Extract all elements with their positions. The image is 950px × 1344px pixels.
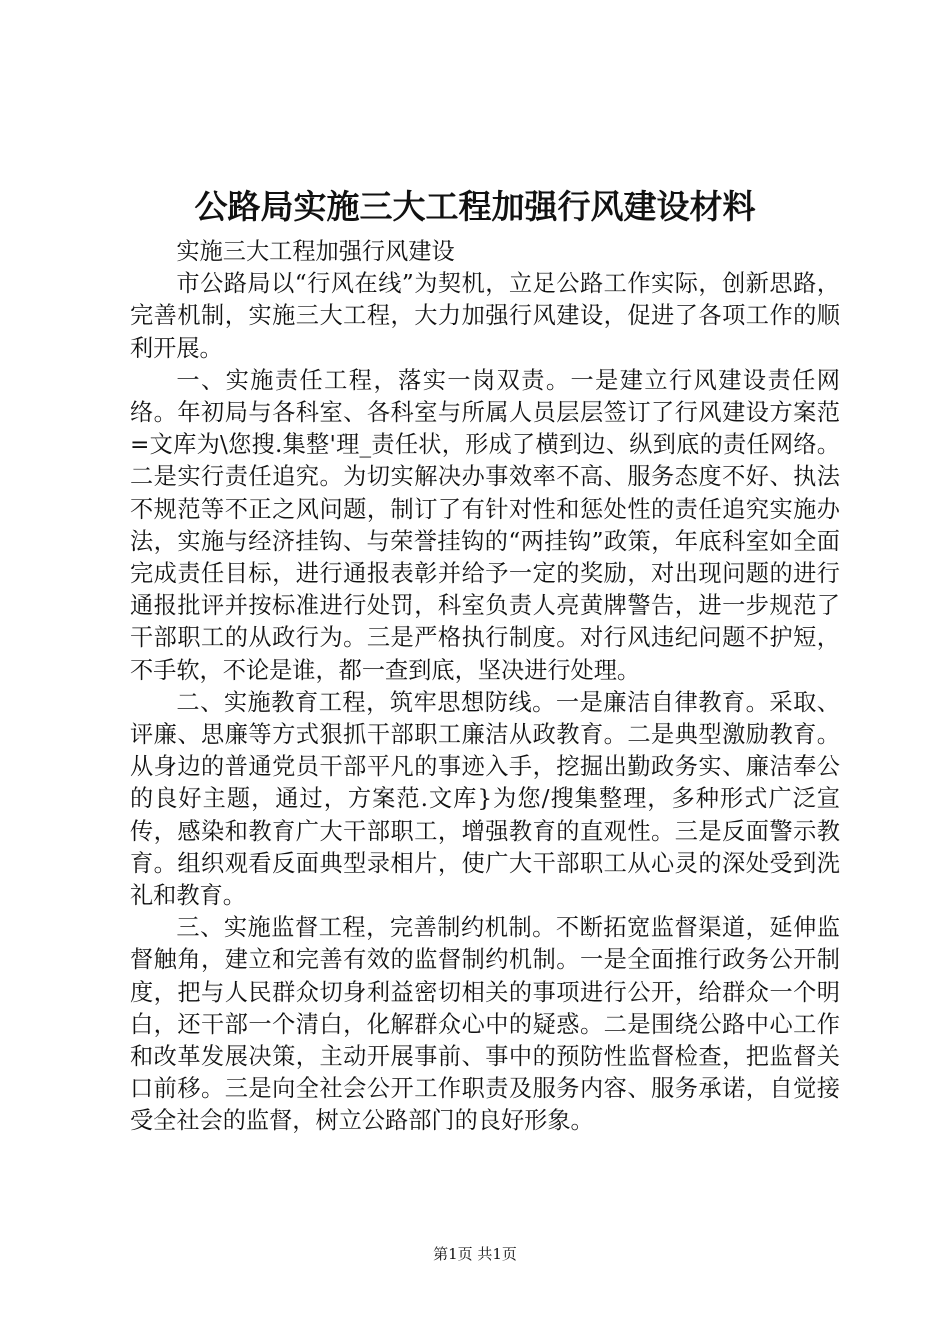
document-body <box>130 236 840 1138</box>
document-title: 公路局实施三大工程加强行风建设材料 <box>194 187 756 226</box>
paragraph-responsibility: 一、实施责任工程，落实一岗双责。一是建立行风建设责任网络。年初局与各科室、各科室与所属人员层层签订了行风建设方案范=文库为\您搜.集整'理_责任状，形成了横到边、纵到底的责任网络。二是实行责任追究。为切实解决办事效率不高、服务态度不好、执法不规范等不正之风问题，制订了有针对性和惩处性的责任追究实施办法，实施与经济挂钩、与荣誉挂钩的“两挂钩”政策，年底科室如全面完成责任目标，进行通报表彰并给予一定的奖励，对出现问题的进行通报批评并按标准进行处罚，科室负责人亮黄牌警告，进一步规范了干部职工的从政行为。三是严格执行制度。对行风违纪问题不护短，不手软，不论是谁，都一查到底，坚决进行处理。 <box>130 366 840 684</box>
paragraph-supervision: 三、实施监督工程，完善制约机制。不断拓宽监督渠道，延伸监督触角，建立和完善有效的监督制约机制。一是全面推行政务公开制度，把与人民群众切身利益密切相关的事项进行公开，给群众一个明白，还干部一个清白，化解群众心中的疑惑。二是围绕公路中心工作和改革发展决策，主动开展事前、事中的预防性监督检查，把监督关口前移。三是向全社会公开工作职责及服务内容、服务承诺，自觉接受全社会的监督，树立公路部门的良好形象。 <box>130 914 840 1135</box>
paragraph-education: 二、实施教育工程，筑牢思想防线。一是廉洁自律教育。采取、评廉、思廉等方式狠抓干部职工廉洁从政教育。二是典型激励教育。从身边的普通党员干部平凡的事迹入手，挖掘出勤政务实、廉洁奉公的良好主题，通过，方案范.文库}为您/搜集整理，多种形式广泛宣传，感染和教育广大干部职工，增强教育的直观性。三是反面警示教育。组织观看反面典型录相片，使广大干部职工从心灵的深处受到洗礼和教育。 <box>130 688 840 910</box>
page-footer: 第1页 共1页 <box>433 1245 517 1263</box>
document-subtitle: 实施三大工程加强行风建设 <box>176 238 455 265</box>
paragraph-intro: 市公路局以“行风在线”为契机，立足公路工作实际，创新思路，完善机制，实施三大工程，大力加强行风建设，促进了各项工作的顺利开展。 <box>130 270 840 362</box>
